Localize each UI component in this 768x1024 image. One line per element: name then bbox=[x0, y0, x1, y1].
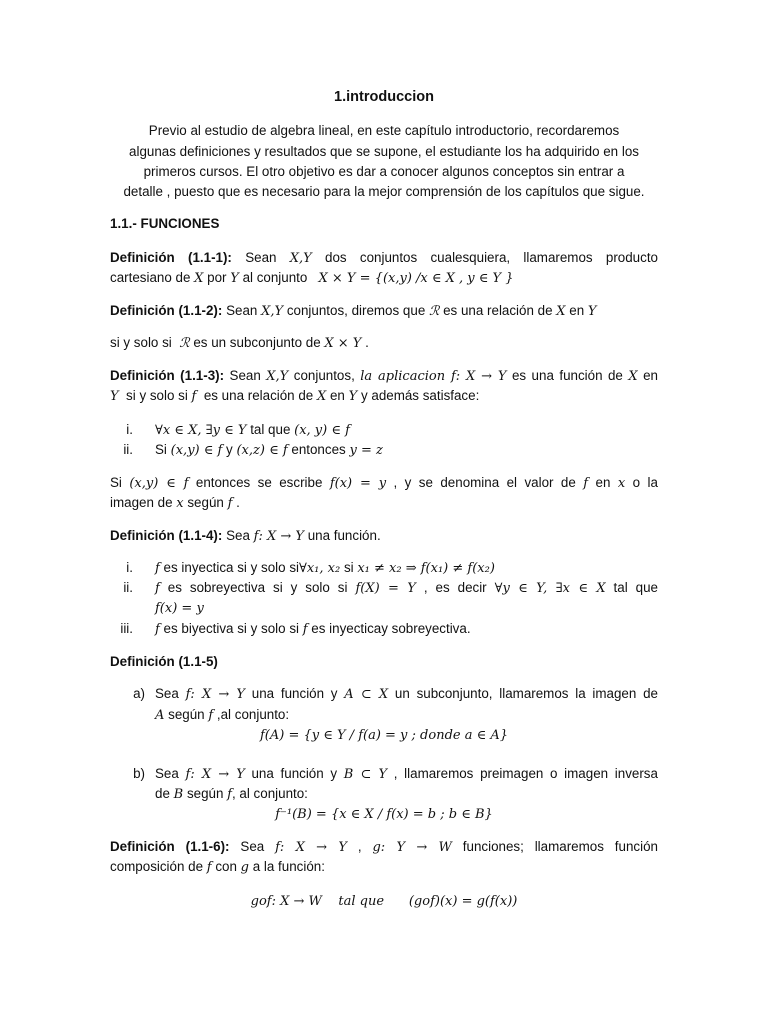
math: x bbox=[176, 496, 184, 511]
def-2-line-1 bbox=[110, 301, 658, 322]
list-item bbox=[155, 619, 658, 640]
math: x bbox=[617, 476, 626, 491]
def-1-text: dos conjuntos cualesquiera, llamaremos producto bbox=[325, 250, 658, 265]
def-2-text: conjuntos, diremos que bbox=[286, 303, 426, 318]
math: B bbox=[173, 787, 184, 802]
def-3-text: es una función de bbox=[511, 368, 623, 383]
math: f bbox=[191, 389, 197, 404]
def-6-text: , bbox=[357, 839, 362, 854]
para-text: . bbox=[236, 495, 240, 510]
list-marker: i. bbox=[126, 560, 133, 575]
def-2-text: es una relación de bbox=[443, 303, 553, 318]
item-text: si bbox=[343, 560, 354, 575]
def-5b-line-2 bbox=[155, 784, 658, 805]
def-4-label: Definición (1.1-4): bbox=[110, 528, 223, 543]
math: f: X → Y bbox=[253, 529, 304, 544]
math: X bbox=[194, 271, 204, 286]
item-text: , llamaremos preimagen o imagen inversa bbox=[393, 766, 658, 781]
list-item bbox=[155, 420, 658, 441]
def-2-label: Definición (1.1-2): bbox=[110, 303, 223, 318]
para-text: entonces se escribe bbox=[195, 475, 323, 490]
math: f bbox=[302, 622, 308, 637]
def-4-line-1 bbox=[110, 526, 658, 547]
item-text: una función y bbox=[251, 686, 338, 701]
item-text: , es decir bbox=[423, 580, 487, 595]
math: ∀x ∈ X, ∃y ∈ Y bbox=[155, 423, 247, 438]
section-heading: 1.1.- FUNCIONES bbox=[110, 216, 220, 231]
def-1-text: por bbox=[207, 270, 227, 285]
def-1-text: Sean bbox=[245, 250, 277, 265]
def-3-text: conjuntos, bbox=[293, 368, 355, 383]
math: f bbox=[155, 622, 160, 637]
math: (x,y) ∈ f bbox=[129, 476, 189, 491]
math: f bbox=[208, 708, 214, 723]
item-text: es sobreyectiva si y solo si bbox=[167, 580, 348, 595]
item-text: tal que bbox=[250, 422, 291, 437]
def-6-text: a la función: bbox=[252, 859, 325, 874]
def-5b-line-1 bbox=[155, 764, 658, 785]
math: (x, y) ∈ f bbox=[294, 423, 350, 438]
def-3-text: si y solo si bbox=[126, 388, 188, 403]
def-3-label: Definición (1.1-3): bbox=[110, 368, 225, 383]
composition-formula bbox=[0, 891, 768, 912]
item-text: Sea bbox=[155, 686, 179, 701]
para-text: según bbox=[187, 495, 224, 510]
def-6-text: composición de bbox=[110, 859, 204, 874]
math: ℛ bbox=[429, 304, 440, 319]
item-text: según bbox=[186, 786, 224, 801]
page-title: 1.introduccion bbox=[334, 89, 434, 105]
math: gof: X → W tal que (gof)(x) = g(f(x)) bbox=[250, 894, 518, 909]
def-4-text: una función. bbox=[307, 528, 381, 543]
math: f: X → Y bbox=[275, 840, 347, 855]
def-2-text: . bbox=[365, 335, 369, 350]
math: f(X) = Y bbox=[355, 581, 416, 596]
def-2-text: es un subconjunto de bbox=[193, 335, 321, 350]
image-formula bbox=[0, 725, 768, 746]
def-2-text: en bbox=[569, 303, 585, 318]
def-5-label: Definición (1.1-5) bbox=[110, 654, 218, 669]
list-marker: iii. bbox=[120, 621, 133, 636]
list-item-continued bbox=[155, 598, 658, 619]
item-text: es inyecticay sobreyectiva. bbox=[311, 621, 471, 636]
def-2-text: si y solo si bbox=[110, 335, 172, 350]
def-1-label: Definición (1.1-1): bbox=[110, 250, 232, 265]
def-6-line-2 bbox=[110, 857, 658, 878]
def-1-text: al conjunto bbox=[242, 270, 308, 285]
def-6-label: Definición (1.1-6): bbox=[110, 839, 230, 854]
item-text: de bbox=[155, 786, 170, 801]
math: X,Y bbox=[289, 251, 312, 266]
math: Y bbox=[110, 389, 119, 404]
math: X × Y bbox=[324, 336, 362, 351]
math: y = z bbox=[349, 443, 383, 458]
preimage-formula bbox=[0, 804, 768, 825]
math: Y bbox=[587, 304, 597, 319]
def-3-line-1 bbox=[110, 366, 658, 387]
intro-line-4: detalle , puesto que es necesario para la mejor comprensión de los capítulos que sigue. bbox=[123, 184, 645, 199]
math: Y bbox=[348, 389, 358, 404]
def-3-text: en bbox=[329, 388, 345, 403]
para-line-1 bbox=[110, 473, 658, 494]
list-item bbox=[155, 440, 658, 461]
para-text: , y se denomina el valor de bbox=[393, 475, 576, 490]
cartesian-product-formula: X × Y = {(x,y) /x ∈ X , y ∈ Y } bbox=[318, 271, 514, 286]
intro-line-1: Previo al estudio de algebra lineal, en este capítulo introductorio, recordaremos bbox=[148, 123, 620, 138]
list-marker: a) bbox=[133, 686, 145, 701]
list-item bbox=[155, 578, 658, 599]
item-text: entonces bbox=[291, 442, 346, 457]
list-item bbox=[155, 558, 658, 579]
item-text: tal que bbox=[613, 580, 658, 595]
math: f bbox=[206, 860, 212, 875]
math: X bbox=[556, 304, 566, 319]
def-6-line-1 bbox=[110, 837, 658, 858]
def-6-text: Sea bbox=[240, 839, 265, 854]
math: ℛ bbox=[179, 336, 190, 351]
item-text: Si bbox=[155, 442, 167, 457]
math: f bbox=[155, 561, 160, 576]
math: B ⊂ Y bbox=[343, 767, 388, 782]
intro-line-3: primeros cursos. El otro objetivo es dar a conocer algunos conceptos sin entrar a bbox=[143, 164, 625, 179]
math: Y bbox=[230, 271, 239, 286]
def-6-text: funciones; llamaremos función bbox=[462, 839, 658, 854]
math: ∀x₁, x₂ bbox=[299, 561, 341, 576]
item-text: es biyectiva si y solo si bbox=[163, 621, 299, 636]
math: X,Y bbox=[261, 304, 284, 319]
def-3-text: en bbox=[643, 368, 658, 383]
para-text: Si bbox=[110, 475, 122, 490]
item-text: y bbox=[226, 442, 233, 457]
math: g bbox=[240, 860, 249, 875]
def-3-line-2 bbox=[110, 386, 658, 407]
math: A bbox=[155, 708, 165, 723]
def-5a-line-1 bbox=[155, 684, 658, 705]
list-marker: b) bbox=[133, 766, 145, 781]
def-1-text: cartesiano de bbox=[110, 270, 191, 285]
math: (x,z) ∈ f bbox=[236, 443, 288, 458]
item-text: según bbox=[168, 707, 205, 722]
def-3-text: y además satisface: bbox=[360, 388, 480, 403]
math: (x,y) ∈ f bbox=[170, 443, 223, 458]
math: f: X → Y bbox=[185, 687, 246, 702]
item-text: un subconjunto, llamaremos la imagen de bbox=[394, 686, 658, 701]
def-6-text: con bbox=[215, 859, 237, 874]
math: g: Y → W bbox=[372, 840, 452, 855]
def-1-line-1 bbox=[110, 248, 658, 269]
math: la aplicacion f: X → Y bbox=[360, 369, 507, 384]
para-text: imagen de bbox=[110, 495, 173, 510]
math: f(x) = y bbox=[329, 476, 387, 491]
def-3-text: Sean bbox=[229, 368, 261, 383]
def-5a-line-2 bbox=[155, 705, 658, 726]
math: f(A) = {y ∈ Y / f(a) = y ; donde a ∈ A} bbox=[259, 728, 509, 743]
math: x₁ ≠ x₂ ⇒ f(x₁) ≠ f(x₂) bbox=[357, 561, 495, 576]
math: X bbox=[316, 389, 327, 404]
para-line-2 bbox=[110, 493, 658, 514]
math: f bbox=[155, 581, 160, 596]
list-marker: ii. bbox=[123, 580, 133, 595]
math: f bbox=[583, 476, 589, 491]
para-text: en bbox=[595, 475, 611, 490]
intro-line-2: algunas definiciones y resultados que se supone, el estudiante los ha adquirido en los bbox=[129, 144, 639, 159]
item-text: ,al conjunto: bbox=[216, 707, 290, 722]
def-4-text: Sea bbox=[226, 528, 250, 543]
math: X bbox=[628, 369, 638, 384]
math: f(x) = y bbox=[155, 601, 204, 616]
para-text: o la bbox=[632, 475, 658, 490]
def-2-line-2 bbox=[110, 333, 658, 354]
def-2-text: Sean bbox=[226, 303, 258, 318]
def-3-text: es una relación de bbox=[203, 388, 314, 403]
item-text: , al conjunto: bbox=[231, 786, 308, 801]
math: f bbox=[227, 787, 232, 802]
item-text: una función y bbox=[251, 766, 338, 781]
math: f: X → Y bbox=[185, 767, 245, 782]
math: ∀y ∈ Y, ∃x ∈ X bbox=[494, 581, 606, 596]
math: f⁻¹(B) = {x ∈ X / f(x) = b ; b ∈ B} bbox=[275, 807, 493, 822]
def-1-line-2 bbox=[110, 268, 658, 289]
math: f bbox=[227, 496, 233, 511]
math: A ⊂ X bbox=[344, 687, 389, 702]
item-text: Sea bbox=[155, 766, 179, 781]
list-marker: i. bbox=[126, 422, 133, 437]
math: X,Y bbox=[266, 369, 289, 384]
item-text: es inyectica si y solo si bbox=[163, 560, 299, 575]
list-marker: ii. bbox=[123, 442, 133, 457]
